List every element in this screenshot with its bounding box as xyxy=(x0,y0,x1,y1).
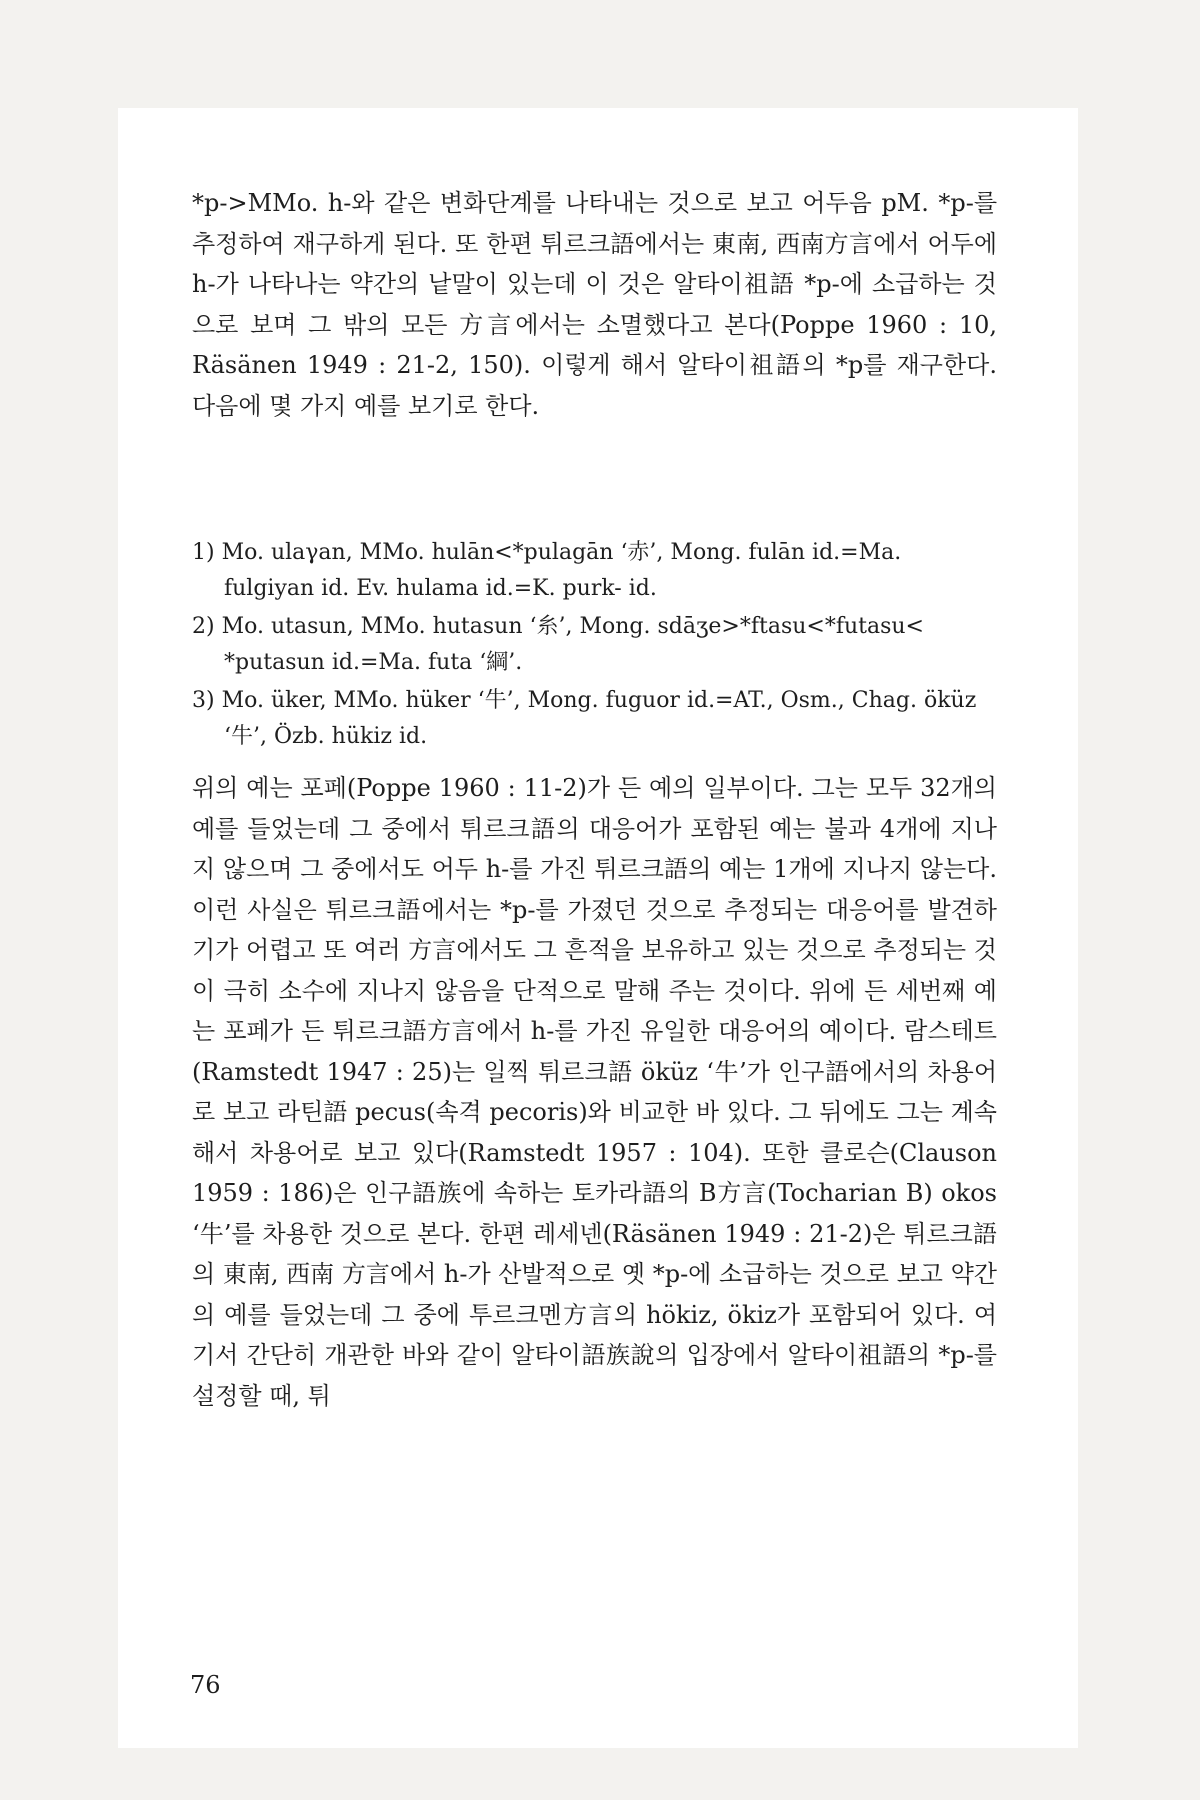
example-list xyxy=(192,535,997,757)
example-item-3: 3) Mo. üker, MMo. hüker ‘牛’, Mong. fuguor id.=AT., Osm., Chag. öküz ‘牛’, Özb. hükiz id. xyxy=(192,688,977,749)
body-paragraph-2 xyxy=(192,768,997,1416)
example-item-2: 2) Mo. utasun, MMo. hutasun ‘糸’, Mong. sdāʒe>*ftasu<*futasu< *putasun id.=Ma. futa ‘綱’. xyxy=(192,614,924,675)
page-number: 76 xyxy=(190,1671,221,1699)
body-paragraph-1 xyxy=(192,183,997,426)
paragraph-text: *p->MMo. h-와 같은 변화단계를 나타내는 것으로 보고 어두음 pM. *p-를 추정하여 재구하게 된다. 또 한편 튀르크語에서는 東南, 西南方言에서 어두에 h-가 나타나는 약간의 낱말이 있는데 이 것은 알타이祖語 *p-에 소급하는 것으로 보며 그 밖의 모든 方言에서는 소멸했다고 본다(Poppe 1960 : 10, Räsänen 1949 : 21-2, 150). 이렇게 해서 알타이祖語의 *p를 재구한다. 다음에 몇 가지 예를 보기로 한다. xyxy=(192,189,997,420)
example-item-1: 1) Mo. ulaγan, MMo. hulān<*pulagān ‘赤’, Mong. fulān id.=Ma. fulgiyan id. Ev. hulama id.=K. purk- id. xyxy=(192,540,902,601)
paragraph-text: 위의 예는 포페(Poppe 1960 : 11-2)가 든 예의 일부이다. 그는 모두 32개의 예를 들었는데 그 중에서 튀르크語의 대응어가 포함된 예는 불과 4개에 지나지 않으며 그 중에서도 어두 h-를 가진 튀르크語의 예는 1개에 지나지 않는다. 이런 사실은 튀르크語에서는 *p-를 가졌던 것으로 추정되는 대응어를 발견하기가 어렵고 또 여러 方言에서도 그 흔적을 보유하고 있는 것으로 추정되는 것이 극히 소수에 지나지 않음을 단적으로 말해 주는 것이다. 위에 든 세번째 예는 포페가 든 튀르크語方言에서 h-를 가진 유일한 대응어의 예이다. 람스테트(Ramstedt 1947 : 25)는 일찍 튀르크語 öküz ‘牛’가 인구語에서의 차용어로 보고 라틴語 pecus(속격 pecoris)와 비교한 바 있다. 그 뒤에도 그는 계속해서 차용어로 보고 있다(Ramstedt 1957 : 104). 또한 클로슨(Clauson 1959 : 186)은 인구語族에 속하는 토카라語의 B方言(Tocharian B) okos ‘牛’를 차용한 것으로 본다. 한편 레세넨(Räsänen 1949 : 21-2)은 튀르크語의 東南, 西南 方言에서 h-가 산발적으로 옛 *p-에 소급하는 것으로 보고 약간의 예를 들었는데 그 중에 투르크멘方言의 hökiz, ökiz가 포함되어 있다. 여기서 간단히 개관한 바와 같이 알타이語族說의 입장에서 알타이祖語의 *p-를 설정할 때, 튀 xyxy=(192,774,997,1410)
